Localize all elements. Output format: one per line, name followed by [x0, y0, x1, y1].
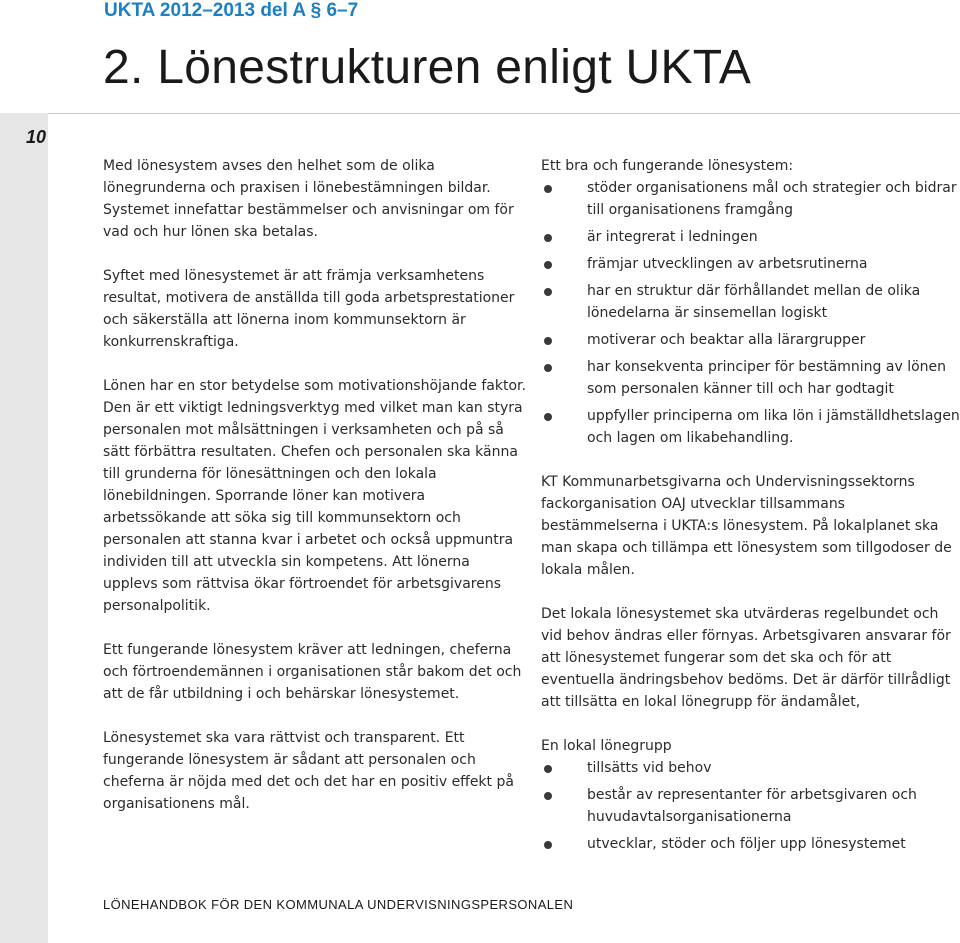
right-column	[541, 155, 960, 855]
list-item: består av representanter för arbetsgivaren och huvudavtalsorganisationerna	[541, 784, 960, 828]
group-list	[541, 757, 960, 855]
group-intro: En lokal lönegrupp	[541, 738, 672, 754]
paragraph-fairness: Lönesystemet ska vara rättvist och transparent. Ett fungerande lönesystem är sådant att personalen och cheferna är nöjda med det och det har en positiv effekt på organisationens mål.	[103, 730, 514, 812]
section-label: UKTA 2012–2013 del A § 6–7	[104, 0, 359, 21]
paragraph-motivation: Lönen har en stor betydelse som motivationshöjande faktor. Den är ett viktigt ledningsverktyg med vilket man kan styra personalen mot målsättningen i verksamheten och på så sätt förbättra resultaten. Chefen och personalen ska känna till grunderna för lönesättningen och den lokala lönebildningen. Sporrande löner kan motivera arbetssökande att söka sig till kommunsektorn och personalen att stanna kvar i arbetet och också uppmuntra individen till att utveckla sin kompetens. Att lönerna upplevs som rättvisa ökar förtroendet för arbetsgivarens personalpolitik.	[103, 378, 526, 614]
list-item: tillsätts vid behov	[541, 757, 960, 779]
list-item: motiverar och beaktar alla lärargrupper	[541, 329, 960, 351]
list-item: är integrerat i ledningen	[541, 226, 960, 248]
paragraph-kt-oaj: KT Kommunarbetsgivarna och Undervisningssektorns fackorganisation OAJ utvecklar tillsammans bestämmelserna i UKTA:s lönesystem. På lokalplanet ska man skapa och tillämpa ett lönesystem som tillgodoser de lokala målen.	[541, 474, 952, 578]
paragraph-requirements: Ett fungerande lönesystem kräver att ledningen, cheferna och förtroendemännen i organisationen står bakom det och att de får utbildning i och behärskar lönesystemet.	[103, 642, 522, 702]
list-item: stöder organisationens mål och strategier och bidrar till organisationens framgång	[541, 177, 960, 221]
footer-text: LÖNEHANDBOK FÖR DEN KOMMUNALA UNDERVISNINGSPERSONALEN	[103, 897, 574, 912]
list-item: utvecklar, stöder och följer upp lönesystemet	[541, 833, 960, 855]
left-column	[103, 155, 528, 837]
page-number: 10	[26, 127, 47, 147]
paragraph-purpose: Syftet med lönesystemet är att främja verksamhetens resultat, motivera de anställda till goda arbetsprestationer och säkerställa att lönerna inom kommunsektorn är konkurrenskraftiga.	[103, 268, 515, 350]
list-item: har konsekventa principer för bestämning av lönen som personalen känner till och har godtagit	[541, 356, 960, 400]
list-item: främjar utvecklingen av arbetsrutinerna	[541, 253, 960, 275]
paragraph-definition: Med lönesystem avses den helhet som de olika lönegrunderna och praxisen i lönebestämningen bildar. Systemet innefattar bestämmelser och anvisningar om för vad och hur lönen ska betalas.	[103, 158, 514, 240]
list-item: har en struktur där förhållandet mellan de olika lönedelarna är sinsemellan logiskt	[541, 280, 960, 324]
paragraph-evaluation: Det lokala lönesystemet ska utvärderas regelbundet och vid behov ändras eller förnyas. Arbetsgivaren ansvarar för att lönesystemet fungerar som det ska och för att eventuella ändringsbehov bedöms. Det är därför tillrådligt att tillsätta en lokal lönegrupp för ändamålet,	[541, 606, 951, 710]
page-title: 2. Lönestrukturen enligt UKTA	[103, 41, 752, 94]
header-divider	[48, 113, 960, 114]
criteria-intro: Ett bra och fungerande lönesystem:	[541, 158, 794, 174]
side-margin-bar	[0, 113, 48, 943]
criteria-list	[541, 177, 960, 449]
list-item: uppfyller principerna om lika lön i jämställdhetslagen och lagen om likabehandling.	[541, 405, 960, 449]
